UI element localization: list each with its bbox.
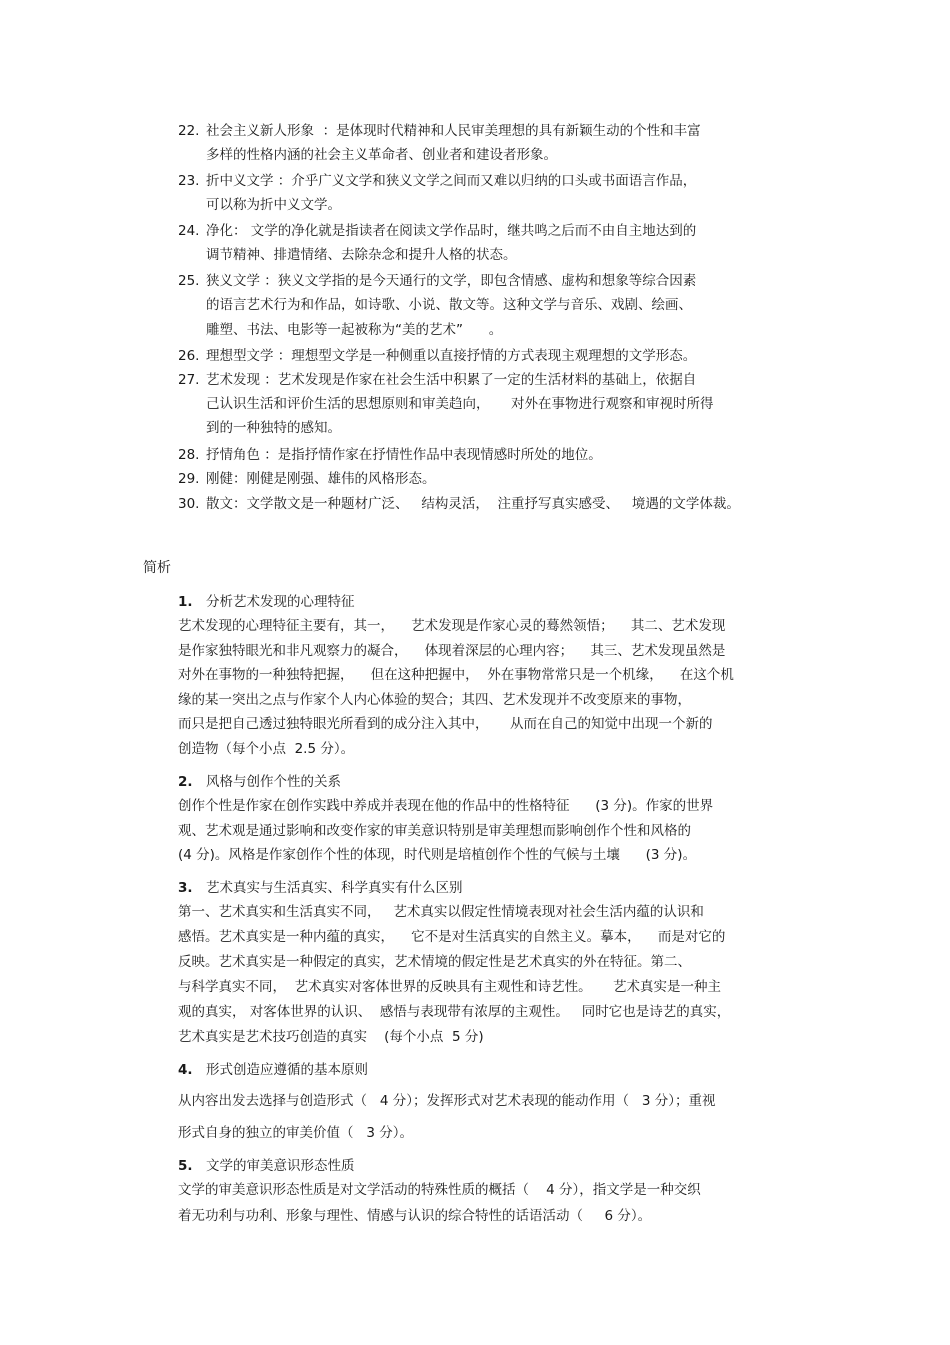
section-title: 简析 — [143, 560, 171, 576]
item-number: 30. — [178, 496, 200, 512]
answer-text: 观、艺术观是通过影响和改变作家的审美意识特别是审美理想而影响创作个性和风格的 — [178, 823, 691, 839]
question-number: 5. — [178, 1158, 193, 1174]
question-number: 3. — [178, 880, 193, 896]
answer-text: 文学的审美意识形态性质是对文学活动的特殊性质的概括（ 4 分），指文学是一种交织 — [178, 1182, 701, 1198]
item-number: 22. — [178, 123, 200, 139]
item-number: 24. — [178, 223, 200, 239]
definition-text: 可以称为折中义文学。 — [206, 197, 341, 213]
definition-text: 理想型文学 ：理想型文学是一种侧重以直接抒情的方式表现主观理想的文学形态。 — [206, 348, 697, 364]
definition-text: 折中义文学 ：介乎广义文学和狭义文学之间而又难以归纳的口头或书面语言作品， — [206, 173, 697, 189]
answer-text: 缘的某一突出之点与作家个人内心体验的契合；其四、艺术发现并不改变原来的事物， — [178, 692, 691, 708]
answer-text: 艺术真实是艺术技巧创造的真实 (每个小点 5 分) — [178, 1029, 484, 1045]
answer-text: 对外在事物的一种独特把握， 但在这种把握中， 外在事物常常只是一个机缘， 在这个机 — [178, 667, 734, 683]
question-title: 文学的审美意识形态性质 — [206, 1158, 355, 1174]
definition-text: 的语言艺术行为和作品，如诗歌、小说、散文等。这种文学与音乐、戏剧、绘画、 — [206, 297, 692, 313]
question-number: 4. — [178, 1062, 193, 1078]
definition-text: 社会主义新人形象 ：是体现时代精神和人民审美理想的具有新颖生动的个性和丰富 — [206, 123, 701, 139]
question-title: 风格与创作个性的关系 — [206, 774, 341, 790]
definition-text: 调节精神、排遣情绪、去除杂念和提升人格的状态。 — [206, 247, 517, 263]
definition-text: 刚健：刚健是刚强、雄伟的风格形态。 — [206, 471, 436, 487]
definition-text: 抒情角色 ：是指抒情作家在抒情性作品中表现情感时所处的地位。 — [206, 447, 602, 463]
answer-text: (4 分)。风格是作家创作个性的体现，时代则是培植创作个性的气候与土壤 (3 分)。 — [178, 847, 697, 863]
definition-text: 散文：文学散文是一种题材广泛、 结构灵活， 注重抒写真实感受、 境遇的文学体裁。 — [206, 496, 740, 512]
answer-text: 创作个性是作家在创作实践中养成并表现在他的作品中的性格特征 (3 分)。作家的世界 — [178, 798, 714, 814]
definition-text: 己认识生活和评价生活的思想原则和审美趋向， 对外在事物进行观察和审视时所得 — [206, 396, 714, 412]
definition-text: 净化： 文学的净化就是指读者在阅读文学作品时，继共鸣之后而不由自主地达到的 — [206, 223, 697, 239]
answer-text: 从内容出发去选择与创造形式（ 4 分）；发挥形式对艺术表现的能动作用（ 3 分）；重视 — [178, 1093, 716, 1109]
question-title: 艺术真实与生活真实、科学真实有什么区别 — [206, 880, 463, 896]
item-number: 26. — [178, 348, 200, 364]
question-title: 分析艺术发现的心理特征 — [206, 594, 355, 610]
item-number: 25. — [178, 273, 200, 289]
answer-text: 创造物（每个小点 2.5 分）。 — [178, 741, 355, 757]
answer-text: 而只是把自己透过独特眼光所看到的成分注入其中， 从而在自己的知觉中出现一个新的 — [178, 716, 713, 732]
question-title: 形式创造应遵循的基本原则 — [206, 1062, 368, 1078]
question-number: 1. — [178, 594, 193, 610]
item-number: 23. — [178, 173, 200, 189]
answer-text: 反映。艺术真实是一种假定的真实，艺术情境的假定性是艺术真实的外在特征。第二、 — [178, 954, 691, 970]
answer-text: 形式自身的独立的审美价值（ 3 分）。 — [178, 1125, 414, 1141]
definition-text: 到的一种独特的感知。 — [206, 420, 341, 436]
answer-text: 第一、艺术真实和生活真实不同， 艺术真实以假定性情境表现对社会生活内蕴的认识和 — [178, 904, 704, 920]
definition-text: 雕塑、书法、电影等一起被称为“美的艺术” 。 — [206, 322, 503, 338]
item-number: 28. — [178, 447, 200, 463]
question-number: 2. — [178, 774, 193, 790]
item-number: 29. — [178, 471, 200, 487]
answer-text: 是作家独特眼光和非凡观察力的凝合， 体现着深层的心理内容； 其三、艺术发现虽然是 — [178, 643, 726, 659]
answer-text: 艺术发现的心理特征主要有，其一， 艺术发现是作家心灵的蓦然领悟； 其二、艺术发现 — [178, 618, 726, 634]
item-number: 27. — [178, 372, 200, 388]
answer-text: 与科学真实不同， 艺术真实对客体世界的反映具有主观性和诗艺性。 艺术真实是一种主 — [178, 979, 722, 995]
answer-text: 感悟。艺术真实是一种内蕴的真实， 它不是对生活真实的自然主义。摹本， 而是对它的 — [178, 929, 726, 945]
answer-text: 着无功利与功利、形象与理性、情感与认识的综合特性的话语活动（ 6 分）。 — [178, 1208, 652, 1224]
answer-text: 观的真实， 对客体世界的认识、 感悟与表现带有浓厚的主观性。 同时它也是诗艺的真实， — [178, 1004, 731, 1020]
definition-text: 艺术发现 ：艺术发现是作家在社会生活中积累了一定的生活材料的基础上，依据自 — [206, 372, 697, 388]
definition-text: 狭义文学 ：狭义文学指的是今天通行的文学，即包含情感、虚构和想象等综合因素 — [206, 273, 697, 289]
definition-text: 多样的性格内涵的社会主义革命者、创业者和建设者形象。 — [206, 147, 557, 163]
